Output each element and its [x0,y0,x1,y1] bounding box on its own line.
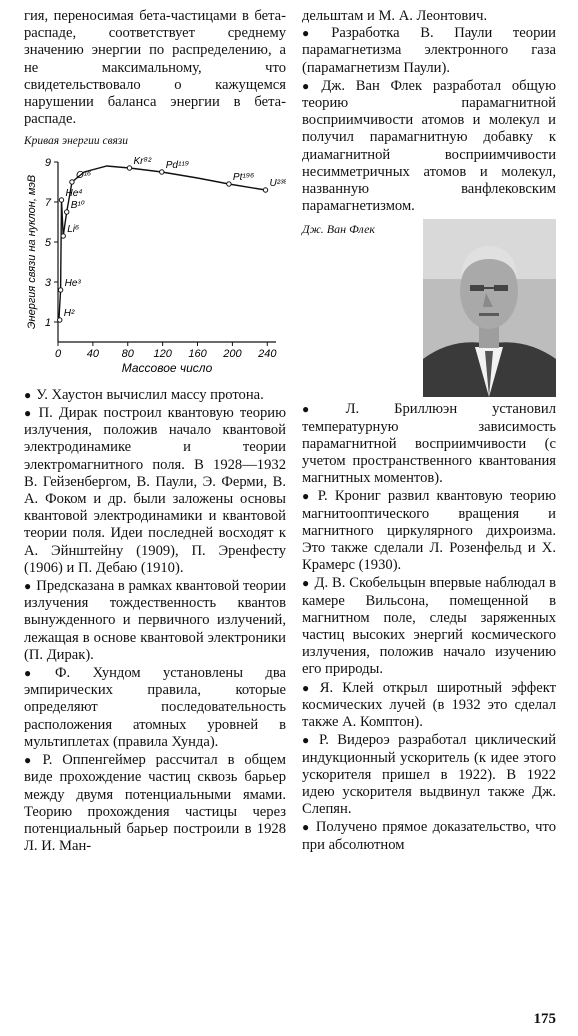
bullet-item-text: Я. Клей открыл широтный эффект космических лучей (в 1932 это сделал также А. Комптон). [302,679,556,731]
left-intro-text: гия, переносимая бета-частицами в бета-распаде, соответствует среднему значению энергии по распределению, а не максимальному, что свидетельствовало о кажущемся нарушении баланса энергии в бета-распаде. [24,8,286,128]
data-point-label: Pd¹¹⁹ [165,159,190,171]
portrait-caption: Дж. Ван Флек [302,222,376,237]
binding-energy-curve [59,166,266,320]
bullet-icon: ● [24,406,34,421]
data-point-label: He³ [64,277,81,289]
bullet-item [24,405,286,577]
bullet-item-text: Р. Видероэ разработал циклический индукционный ускоритель (к идее этого ускорителя пришел в 1922). В 1922 идею ускорителя выдвинул также Дж. Слепян. [302,732,557,818]
bullet-icon: ● [302,576,310,591]
van-vleck-portrait [423,219,556,397]
y-tick-label: 5 [44,236,51,249]
data-point-label: B¹⁰ [70,199,85,211]
bullet-item-text: Разработка В. Паули теории парамагнетизма электронного газа (парамагнетизм Паули). [302,25,556,76]
right-intro-text: дельштам и М. А. Леонтович. [302,8,488,24]
data-point [65,209,69,213]
bullet-item-text: Д. В. Скобельцын впервые наблюдал в камере Вильсона, помещенной в магнитном поле, следы заряженных частиц высоких энергий космического излучения, положив начало изучению его природы. [302,575,557,678]
y-tick-label: 3 [44,276,51,289]
bullet-item-text: П. Дирак построил квантовую теорию излучения, положив начало квантовой электродинамике и теории электромагнитного поля. В 1928—1932 В. Гейзенбергом, В. Паули, Э. Ферми, В. А. Фоком и др. были заложены основы квантовой электродинамики и квантовой теории поля. Идеи последней восходят к А. Эйнштейну (1909), П. Эренфесту (1906) и П. Дебаю (1910). [24,405,286,576]
bullet-item-text: Дж. Ван Флек разработал общую теорию парамагнитной восприимчивости атомов и молекул и получил парамагнитную добавку к диамагнитной восприимчивости несимметричных атомов и молекул, названную ванфлековским парамагнетизмом. [302,77,557,215]
y-tick-label: 7 [44,196,51,209]
data-point [61,233,65,237]
y-axis-label: Энергия связи на нуклон, мэВ [26,174,38,329]
bullet-item-text: У. Хаустон вычислил массу протона. [36,386,264,403]
bullet-icon: ● [24,753,38,768]
right-items-bottom-list [302,401,556,853]
data-point-label: He⁴ [65,187,83,199]
portrait-row [302,219,556,397]
portrait-image [423,219,556,397]
bullet-item [302,401,556,487]
chart-caption: Кривая энергии связи [24,135,129,148]
bullet-icon: ● [302,489,313,504]
data-point [263,187,267,191]
bullet-item [24,578,286,664]
x-tick-label: 160 [188,347,207,360]
bullet-item [24,665,286,751]
y-tick-label: 9 [44,156,51,169]
bullet-item [24,387,286,404]
x-tick-label: 200 [223,347,242,360]
x-tick-label: 120 [153,347,172,360]
x-tick-label: 0 [54,347,62,360]
data-point-label: U²³⁸ [269,177,286,189]
bullet-item-text: Л. Бриллюэн установил температурную зависимость парамагнитной восприимчивости (с учетом пространственного квантования магнитных моментов). [302,401,556,487]
data-point-label: H² [63,307,75,319]
data-point [58,317,62,321]
data-point [59,197,63,201]
x-tick-label: 80 [121,347,134,360]
y-tick-label: 1 [44,316,51,329]
bullet-icon: ● [302,78,317,93]
x-tick-label: 40 [86,347,100,360]
bullet-icon: ● [24,387,32,402]
right-column [302,8,556,855]
bullet-item [302,78,556,216]
bullet-item [302,488,556,574]
binding-energy-chart [24,154,286,381]
bullet-item-text: Р. Оппенгеймер рассчитал в общем виде прохождение частиц сквозь барьер между двумя потенциальными ямами. Теорию прохождения частицы через потенциальный барьер построили в 1928 Л. И. Ман- [24,752,286,855]
data-point-label: Li⁶ [67,223,80,235]
bullet-item [302,819,556,853]
bullet-item-text: Ф. Хундом установлены два эмпирических правила, которые определяют последовательность расположения атомных уровней в мультиплетах (правила Хунда). [24,665,286,750]
bullet-item-text: Предсказана в рамках квантовой теории излучения тождественность квантов вынужденного и первичного излучений, лежащая в основе квантовой электроники (П. Дирак). [24,578,287,663]
right-items-top-list [302,25,556,215]
page-number: 175 [533,1011,556,1027]
bullet-icon: ● [302,402,341,417]
bullet-item [302,575,556,678]
bullet-item-text: Получено прямое доказательство, что при абсолютном [302,819,556,853]
bullet-item-text: Р. Крониг развил квантовую теорию магнитооптического вращения и магнитного циркулярного дихроизма. Это также сделали Л. Розенфельд и Х. Крамерс (1930). [302,488,556,574]
bullet-icon: ● [302,820,311,835]
data-point [70,179,74,183]
bullet-item [24,752,286,855]
left-column [24,8,286,856]
data-point [160,169,164,173]
data-point [58,287,62,291]
bullet-item [302,732,556,818]
data-point [227,181,231,185]
x-tick-label: 240 [258,347,277,360]
bullet-icon: ● [24,666,50,681]
bullet-icon: ● [302,680,315,695]
binding-energy-chart-svg [24,154,286,376]
bullet-item [302,680,556,732]
bullet-icon: ● [302,733,314,748]
x-axis-label: Массовое число [121,360,213,375]
bullet-icon: ● [24,579,32,594]
data-point-label: O¹⁶ [75,169,92,181]
bullet-icon: ● [302,26,327,41]
data-point-label: Kr⁸² [133,155,152,167]
data-point-label: Pt¹⁹⁶ [232,171,255,183]
left-items-list [24,387,286,855]
bullet-item [302,25,556,77]
data-point [127,165,131,169]
